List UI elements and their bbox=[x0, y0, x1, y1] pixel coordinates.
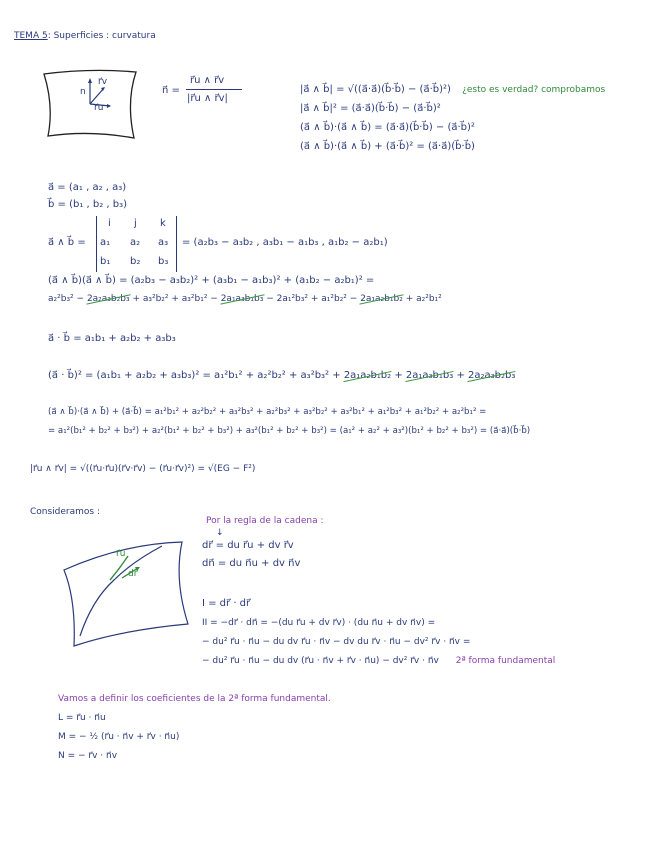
normal-vector-label: n bbox=[80, 87, 86, 97]
fraction-bar bbox=[186, 89, 242, 90]
dr-curve-label: dr⃗ bbox=[128, 569, 138, 579]
matrix-cell: k bbox=[160, 218, 166, 229]
matrix-cell: a₂ bbox=[130, 237, 141, 248]
dn-equation: dn⃗ = du n⃗u + dv n⃗v bbox=[202, 558, 301, 569]
coefficient-L: L = r⃗u · n⃗u bbox=[58, 713, 106, 723]
identity-line-3: (a⃗ ∧ b⃗)·(a⃗ ∧ b⃗) = (a⃗·a⃗)(b⃗·b⃗) − (a⃗·b⃗)² bbox=[300, 122, 475, 133]
matrix-cell: a₁ bbox=[100, 237, 111, 248]
consider-label: Consideramos : bbox=[30, 507, 101, 517]
second-form-line-3 bbox=[202, 655, 555, 667]
matrix-cell: i bbox=[108, 218, 111, 229]
normal-def-denominator: |r⃗u ∧ r⃗v| bbox=[187, 93, 228, 104]
determinant-left-bar bbox=[96, 216, 97, 272]
identity-line-4: (a⃗ ∧ b⃗)·(a⃗ ∧ b⃗) + (a⃗·b⃗)² = (a⃗·a⃗)(b⃗·b⃗) bbox=[300, 141, 475, 152]
expansion-term: + a₃²b₂² + a₃²b₁² − bbox=[132, 294, 218, 304]
dot-product-def: a⃗ · b⃗ = a₁b₁ + a₂b₂ + a₃b₃ bbox=[48, 333, 176, 344]
second-form-line-1: II = −dr⃗ · dn⃗ = −(du r⃗u + dv r⃗v) · (du n⃗u + dv n⃗v) = bbox=[202, 618, 436, 628]
cancelled-term: 2a₂a₃b₂b₃ bbox=[86, 294, 130, 304]
rv-vector-label: r⃗v bbox=[98, 77, 108, 87]
cancelled-term: 2a₁a₃b₁b₃ bbox=[220, 294, 264, 304]
cross-product-rhs: = (a₂b₃ − a₃b₂ , a₃b₁ − a₁b₃ , a₁b₂ − a₂b₁) bbox=[182, 237, 388, 248]
cancelled-term: 2a₁a₂b₁b₂ bbox=[360, 294, 403, 304]
matrix-cell: j bbox=[134, 218, 137, 229]
norm-result: |r⃗u ∧ r⃗v| = √((r⃗u·r⃗u)(r⃗v·r⃗v) − (r⃗u·r⃗v)²) = √(EG − F²) bbox=[30, 464, 256, 474]
sum-line-2: = a₁²(b₁² + b₂² + b₃²) + a₂²(b₁² + b₂² + b₃²) + a₃²(b₁² + b₂² + b₃²) = (a₁² + a₂² + a₃²)(b₁² + b₂² + b₃²) = (a⃗·a⃗)(b⃗·b⃗) bbox=[48, 426, 531, 436]
expansion-term: + a₂²b₁² bbox=[405, 294, 442, 304]
sum-line-1: (a⃗ ∧ b⃗)·(a⃗ ∧ b⃗) + (a⃗·b⃗) = a₁²b₁² + a₂²b₂² + a₃²b₃² + a₂²b₃² + a₃²b₂² + a₃²b₁² + a₁²b₃² + a₁²b₂² + a₂²b₁² = bbox=[48, 407, 487, 417]
chain-rule-arrow: ↓ bbox=[216, 528, 224, 538]
expansion-line-2 bbox=[48, 293, 442, 305]
ru-vector-label: r⃗u bbox=[94, 103, 104, 113]
coefficient-M: M = − ½ (r⃗u · n⃗v + r⃗v · n⃗u) bbox=[58, 732, 180, 742]
vector-a-def: a⃗ = (a₁ , a₂ , a₃) bbox=[48, 182, 127, 193]
expansion-term: − 2a₁²b₃² + a₁²b₂² − bbox=[266, 294, 358, 304]
matrix-cell: b₂ bbox=[130, 256, 141, 267]
matrix-cell: b₃ bbox=[158, 256, 169, 267]
page-header bbox=[14, 30, 156, 42]
expansion-term: a₂²b₃² − bbox=[48, 294, 85, 304]
expansion-line-1: (a⃗ ∧ b⃗)(a⃗ ∧ b⃗) = (a₂b₃ − a₃b₂)² + (a₃b₁ − a₁b₃)² + (a₁b₂ − a₂b₁)² = bbox=[48, 275, 375, 286]
identity-line-1 bbox=[300, 84, 605, 96]
second-form-note: 2ª forma fundamental bbox=[455, 656, 556, 666]
cancelled-term: 2a₁a₂b₁b₂ bbox=[343, 370, 392, 381]
vector-b-def: b⃗ = (b₁ , b₂ , b₃) bbox=[48, 199, 128, 210]
identity-line-1-eq: |a⃗ ∧ b⃗| = √((a⃗·a⃗)(b⃗·b⃗) − (a⃗·b⃗)²) bbox=[300, 84, 451, 95]
dot-product-squared: (a⃗ · b⃗)² = (a₁b₁ + a₂b₂ + a₃b₃)² = a₁²b₁² + a₂²b₂² + a₃²b₃² + 2a₁a₂b₁b₂ + 2a₁a₃b₁b₃ + 2a₂a₃b₂b₃ bbox=[48, 370, 516, 381]
chain-rule-note: Por la regla de la cadena : bbox=[206, 516, 324, 526]
identity-check-note: ¿esto es verdad? comprobamos bbox=[462, 85, 606, 95]
identity-line-2: |a⃗ ∧ b⃗|² = (a⃗·a⃗)(b⃗·b⃗) − (a⃗·b⃗)² bbox=[300, 103, 441, 114]
coefficients-intro: Vamos a definir los coeficientes de la 2ª forma fundamental. bbox=[58, 694, 331, 704]
cancelled-term: 2a₂a₃b₂b₃ bbox=[468, 370, 516, 381]
dr-equation: dr⃗ = du r⃗u + dv r⃗v bbox=[202, 540, 294, 551]
second-form-line-2: − du² r⃗u · n⃗u − du dv r⃗u · n⃗v − dv du r⃗v · n⃗u − dv² r⃗v · n⃗v = bbox=[202, 637, 471, 647]
second-form-expression: − du² r⃗u · n⃗u − du dv (r⃗u · n⃗v + r⃗v · n⃗u) − dv² r⃗v · n⃗v bbox=[202, 656, 439, 666]
normal-def-lhs: n⃗ = bbox=[162, 85, 180, 96]
header-title: : Superficies : curvatura bbox=[47, 31, 156, 41]
determinant-right-bar bbox=[176, 216, 177, 272]
ru-curve-label: r⃗u bbox=[116, 549, 126, 559]
cancelled-term: 2a₁a₃b₁b₃ bbox=[405, 370, 454, 381]
coefficient-N: N = − r⃗v · n⃗v bbox=[58, 751, 118, 761]
first-form: I = dr⃗ · dr⃗ bbox=[202, 598, 251, 609]
tema-label: TEMA 5 bbox=[14, 31, 48, 41]
dot-squared-expansion: (a⃗ · b⃗)² = (a₁b₁ + a₂b₂ + a₃b₃)² = a₁²b₁² + a₂²b₂² + a₃²b₃² + bbox=[48, 370, 341, 381]
normal-def-numerator: r⃗u ∧ r⃗v bbox=[190, 75, 225, 86]
matrix-cell: b₁ bbox=[100, 256, 111, 267]
curve-on-surface-diagram bbox=[62, 540, 192, 650]
surface-patch-diagram bbox=[40, 66, 140, 142]
matrix-cell: a₃ bbox=[158, 237, 169, 248]
cross-product-lhs: a⃗ ∧ b⃗ = bbox=[48, 237, 86, 248]
